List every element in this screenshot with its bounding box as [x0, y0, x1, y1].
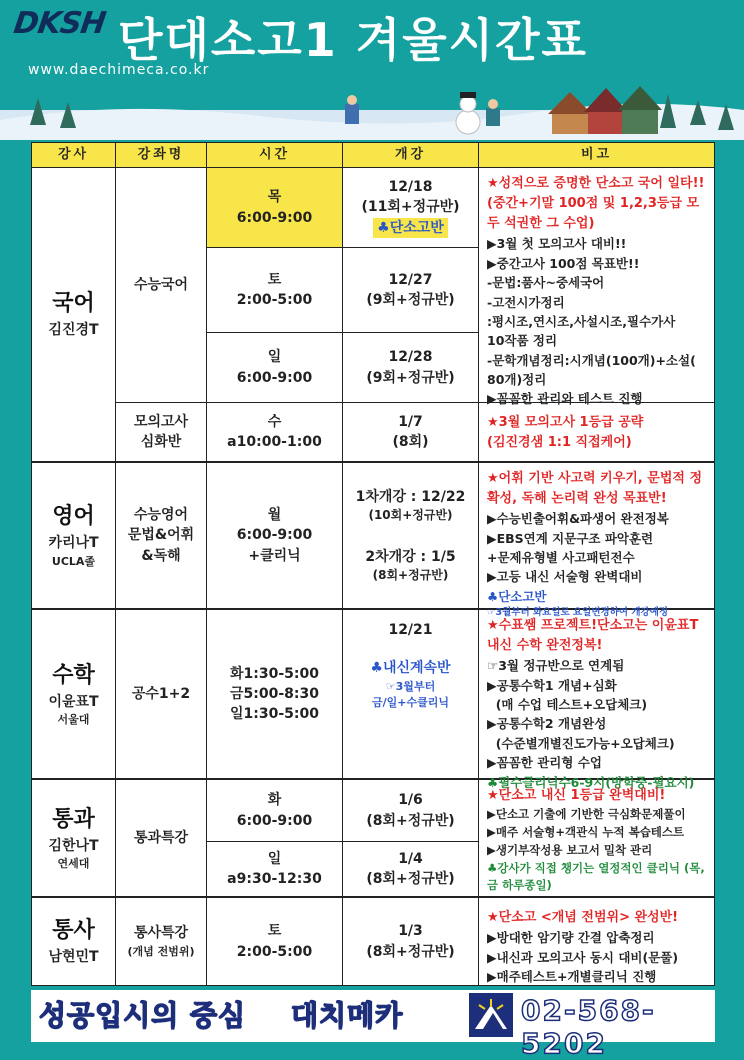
note-line: (수준별개별진도가능+오답체크): [487, 735, 675, 751]
note-line: ▶매주테스트+개별클리닉 진행: [487, 968, 657, 984]
snowman-icon: [456, 92, 480, 134]
course-name: (개념 전범위): [127, 944, 195, 958]
note-small: 금/일+수클리닉: [372, 695, 449, 709]
open-date: 12/28: [388, 349, 433, 366]
note-line: +문제유형별 사고패턴전수: [487, 550, 635, 566]
footer-slogan: 성공입시의 중심: [39, 999, 247, 1032]
open-english: [343, 463, 479, 610]
note-highlight: ♣필수클리닉수6-9시(방학중-필요시): [487, 774, 695, 790]
session-count: (11회+정규반): [361, 199, 460, 216]
time-korean-1: [207, 168, 343, 248]
subject-social: [32, 898, 116, 986]
note-highlight: ♣강사가 직접 챙기는 열정적인 클리닉 (목, 금 하루종일): [487, 860, 705, 893]
time-korean-3: [207, 333, 343, 403]
col-header-note: 비고: [479, 143, 715, 168]
course-name: 수능영어: [133, 507, 189, 524]
time: 2:00-5:00: [236, 943, 313, 960]
session-count: (8회+정규반): [366, 812, 455, 829]
note-small: ☞3월부터: [385, 679, 436, 693]
day: 일: [267, 850, 282, 867]
teacher-school: 서울대: [57, 713, 90, 727]
note-line: ▶내신과 모의고사 동시 대비(문풀): [487, 949, 679, 965]
session-count: (8회): [392, 434, 429, 450]
time-english: [207, 463, 343, 610]
open-korean-4: [343, 403, 479, 463]
time-science-2: [207, 842, 343, 898]
note-highlight: (김진경샘 1:1 직접케어): [487, 435, 632, 451]
footer-phone[interactable]: 02-568-5202: [521, 994, 656, 1060]
website-url[interactable]: www.daechimeca.co.kr: [28, 62, 210, 78]
subject-name: 수학: [52, 662, 95, 688]
day: 일: [267, 349, 282, 366]
subject-name: 국어: [52, 291, 95, 317]
col-header-course: 강좌명: [116, 143, 207, 168]
footer-banner: [31, 990, 715, 1060]
brand-logo: [11, 6, 108, 56]
note-highlight: ★단소고 <개념 전범위> 완성반!: [487, 910, 679, 925]
open-social: [343, 898, 479, 986]
open-science-1: [343, 780, 479, 842]
note-line: ▶공통수학2 개념완성: [487, 716, 607, 732]
time: 6:00-9:00: [236, 812, 313, 829]
time: a9:30-12:30: [227, 871, 322, 887]
open-korean-3: [343, 333, 479, 403]
open-date: 1/7: [398, 413, 423, 430]
course-korean-suneung: [116, 168, 207, 403]
note-line: ▶공통수학1 개념+심화: [487, 677, 617, 693]
course-name: 통과특강: [133, 829, 189, 846]
subject-korean: [32, 168, 116, 463]
session-count: (8회+정규반): [366, 871, 455, 887]
note-highlight: ★수표쌤 프로젝트!단소고는 이윤표T 내신 수학 완전정복!: [487, 618, 699, 654]
teacher-name: 김한나T: [48, 837, 99, 854]
subject-science: [32, 780, 116, 898]
time-korean-2: [207, 248, 343, 333]
logo-text: DKSH: [11, 6, 108, 41]
header-banner: [0, 0, 744, 140]
day: 토: [267, 923, 282, 940]
class-tag: ♣단소고반: [373, 218, 448, 238]
open-date: 1/4: [398, 850, 423, 867]
note-social: [479, 898, 715, 986]
note-highlight: ★성적으로 증명한 단소고 국어 일타!!(중간+기말 100점 및 1,2,3등급 모두 석권한 그 수업): [487, 176, 705, 232]
col-header-teacher: 강사: [32, 143, 116, 168]
note-line: 10작품 정리: [487, 333, 558, 349]
day: 목: [267, 189, 282, 206]
course-english: [116, 463, 207, 610]
note-small: ☞3월부터 화요일로 요일변경하여 개강예정: [487, 607, 669, 619]
course-name: 문법&어휘: [127, 527, 195, 544]
session-count: (8회+정규반): [372, 567, 449, 582]
note-highlight: ★어휘 기반 사고력 키우기, 문법적 정확성, 독해 논리력 완성 목표반!: [487, 471, 703, 507]
note-line: 80개)정리: [487, 372, 547, 388]
note-highlight: ★단소고 내신 1등급 완벽대비!: [487, 788, 666, 803]
note-math: [479, 610, 715, 790]
time: a10:00-1:00: [227, 434, 322, 450]
class-tag: ♣단소고반: [487, 588, 547, 604]
open-math: [343, 610, 479, 780]
note-line: -문법:품사~중세국어: [487, 275, 605, 291]
open-science-2: [343, 842, 479, 898]
time-social: [207, 898, 343, 986]
col-header-open: 개강: [343, 143, 479, 168]
note-english: [479, 463, 715, 619]
course-name: 통사특강: [133, 925, 189, 942]
course-name: &독해: [141, 547, 181, 564]
time: 6:00-9:00: [236, 527, 313, 544]
time-math: [207, 610, 343, 780]
session-count: (8회+정규반): [366, 943, 455, 960]
teacher-school: 연세대: [57, 857, 90, 871]
note-line: -문학개념정리:시개념(100개)+소설(: [487, 352, 696, 368]
schedule-table: [31, 142, 715, 986]
note-korean-mock: [479, 403, 715, 463]
class-tag: ♣내신계속반: [370, 660, 451, 677]
note-line: ☞3월 정규반으로 연계됨: [487, 658, 625, 674]
open-date: 1/3: [398, 923, 423, 940]
open-date: 12/21: [388, 622, 433, 638]
note-line: ▶EBS연계 지문구조 파악훈련: [487, 530, 654, 546]
open-date: 1/6: [398, 792, 423, 809]
note-line: ▶고등 내신 서술형 완벽대비: [487, 569, 643, 585]
course-social: [116, 898, 207, 986]
note-line: (매 수업 테스트+오답체크): [487, 697, 648, 713]
session-count: (9회+정규반): [366, 292, 455, 308]
note-line: ▶중간고사 100점 목표반!!: [487, 255, 640, 271]
day: 월: [267, 507, 282, 524]
course-name: 심화반: [140, 434, 182, 450]
note-line: ▶단소고 기출에 기반한 극심화문제풀이: [487, 807, 686, 822]
course-name: 모의고사: [133, 413, 189, 430]
open-korean-2: [343, 248, 479, 333]
houses-icon: [548, 86, 662, 134]
note-science: [479, 780, 715, 898]
clinic: +클리닉: [248, 547, 301, 564]
teacher-name: 이윤표T: [48, 693, 99, 710]
note-line: :평시조,연시조,사설시조,필수가사: [487, 313, 676, 329]
teacher-name: 카리나T: [48, 535, 99, 552]
note-highlight: ★3월 모의고사 1등급 공략: [487, 415, 644, 430]
open-date: 2차개강 : 1/5: [365, 548, 456, 565]
day: 수: [267, 413, 282, 430]
note-line: ▶생기부작성용 보고서 밀착 관리: [487, 842, 653, 857]
teacher-name: 남현민T: [48, 949, 99, 966]
time: 일1:30-5:00: [230, 706, 319, 723]
academy-logo-icon: [469, 993, 513, 1037]
open-date: 12/18: [388, 179, 433, 196]
day: 화: [267, 792, 282, 809]
time-korean-4: [207, 403, 343, 463]
open-date: 12/27: [388, 271, 433, 288]
session-count: (9회+정규반): [366, 369, 455, 386]
note-line: ▶수능빈출어휘&파생어 완전정복: [487, 511, 669, 527]
note-line: ▶방대한 암기량 간결 압축정리: [487, 930, 655, 946]
time: 금5:00-8:30: [230, 685, 319, 702]
time: 화1:30-5:00: [230, 665, 319, 682]
session-count: (10회+정규반): [368, 508, 453, 523]
teacher-name: 김진경T: [48, 322, 99, 339]
course-korean-mock: [116, 403, 207, 463]
teacher-school: UCLA졸: [51, 554, 96, 568]
time-science-1: [207, 780, 343, 842]
note-line: ▶3월 첫 모의고사 대비!!: [487, 236, 627, 252]
page-title: 단대소고1 겨울시간표: [118, 13, 588, 67]
day: 토: [267, 271, 282, 288]
open-korean-1: [343, 168, 479, 248]
note-line: -고전시가정리: [487, 294, 565, 310]
note-line: ▶꼼꼼한 관리와 테스트 진행: [487, 391, 643, 407]
subject-math: [32, 610, 116, 780]
course-name: 공수1+2: [131, 685, 191, 702]
subject-english: [32, 463, 116, 610]
note-line: ▶꼼꼼한 관리형 수업: [487, 755, 602, 771]
course-math: [116, 610, 207, 780]
winter-scene-illustration: [0, 80, 744, 140]
note-korean: [479, 168, 715, 407]
course-science: [116, 780, 207, 898]
time: 6:00-9:00: [236, 369, 313, 386]
subject-name: 영어: [52, 504, 95, 530]
mountain-icon: [471, 995, 511, 1035]
footer-brand: 대치메카: [291, 999, 404, 1032]
subject-name: 통사: [52, 918, 95, 944]
time: 6:00-9:00: [236, 209, 313, 226]
course-name: 수능국어: [133, 276, 189, 293]
subject-name: 통과: [52, 806, 95, 832]
open-date: 1차개강 : 12/22: [355, 488, 466, 505]
note-line: ▶매주 서술형+객관식 누적 복습테스트: [487, 824, 685, 839]
col-header-time: 시간: [207, 143, 343, 168]
time: 2:00-5:00: [236, 292, 313, 308]
